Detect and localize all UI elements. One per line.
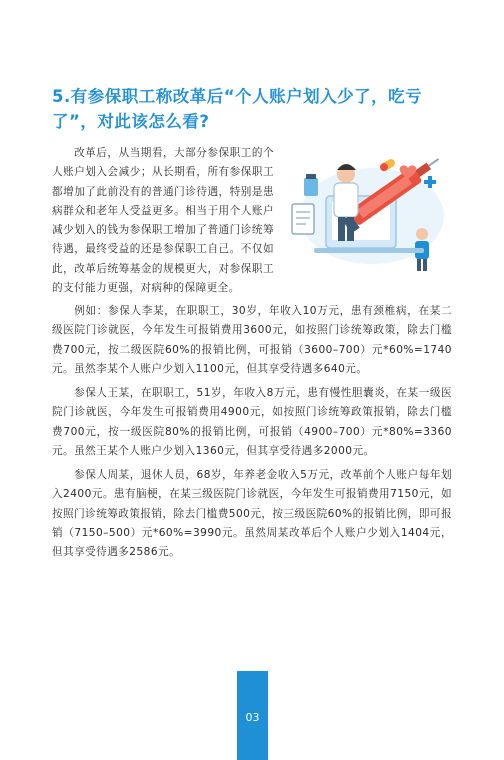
medical-illustration [284, 146, 452, 274]
intro-paragraph [52, 144, 452, 298]
example-paragraph-1 [52, 302, 452, 379]
example-text-3: 参保人周某，退休人员，68岁，年养老金收入5万元，改革前个人账户每年划入2400元。患有脑梗，在某三级医院门诊就医，今年发生可报销费用7150元，如按照门诊统筹政策报销，除去门槛费500元，按三级医院60%的报销比例，即可报销（7150–500）元*60%=3990元。虽然周某改革后个人账户少划入1404元，但其享受待遇多2586元。 [52, 469, 452, 559]
intro-text: 改革后，从当期看，大部分参保职工的个人账户划入会减少；从长期看，所有参保职工都增加了此前没有的普通门诊待遇，特别是患病群众和老年人受益更多。相当于用个人账户减少划入的钱为参保职工增加了普通门诊统筹待遇，最终受益的还是参保职工自己。不仅如此，改革后统筹基金的规模更大，对参保职工的支付能力更强，对病种的保障更全。 [52, 147, 274, 295]
medicine-bottle-icon [304, 174, 318, 196]
page-number-tab [237, 671, 268, 760]
example-paragraph-2 [52, 384, 452, 461]
clipboard-icon [292, 204, 314, 234]
example-text-1: 例如：参保人李某，在职职工，30岁，年收入10万元，患有颈椎病，在某二级医院门诊就医，今年发生可报销费用3600元，如按照门诊统筹政策，除去门槛费700元，按二级医院60%的报销比例，可报销（3600–700）元*60%=1740元。虽然李某个人账户少划入1100元，但其享受待遇多640元。 [52, 305, 452, 375]
page-number: 03 [245, 711, 260, 724]
example-text-2: 参保人王某，在职职工，51岁，年收入8万元，患有慢性胆囊炎，在某一级医院门诊就医，今年发生可报销费用4900元，如按照门诊统筹政策报销，除去门槛费700元，按一级医院80%的报销比例，可报销（4900–700）元*80%=3360元。虽然王某个人账户少划入1360元，但其享受待遇多2000元。 [52, 387, 452, 457]
example-paragraph-3 [52, 466, 452, 562]
section-title: 5.有参保职工称改革后“个人账户划入少了，吃亏了”，对此该怎么看? [52, 87, 423, 131]
